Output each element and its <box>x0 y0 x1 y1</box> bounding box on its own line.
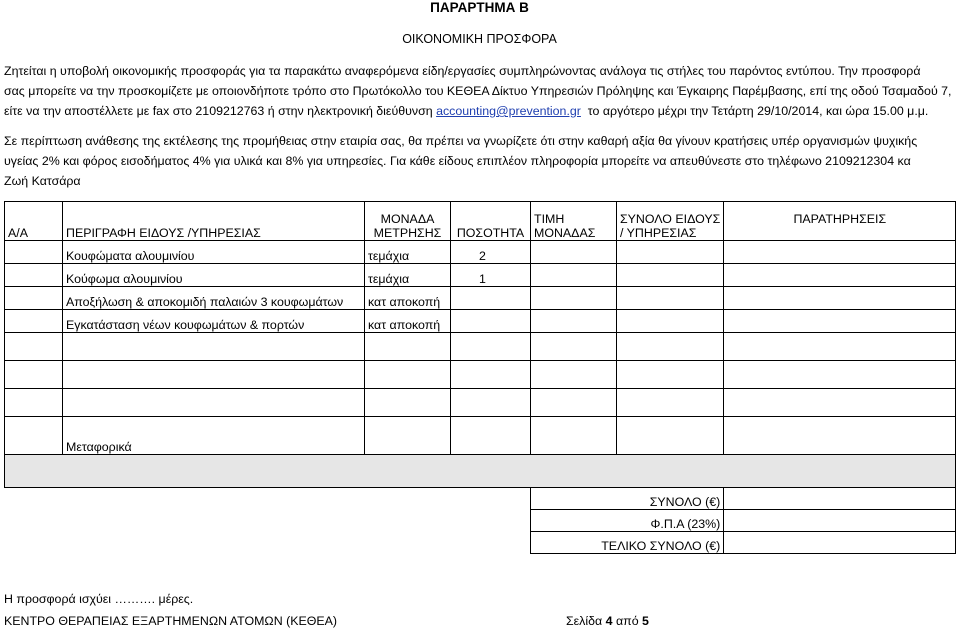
row-remarks-cell[interactable] <box>724 310 956 333</box>
summary-row-vat <box>5 510 956 532</box>
header-total-line1: ΣΥΝΟΛΟ ΕΙΔΟΥΣ <box>620 212 721 226</box>
row-unit: τεμάχια <box>365 264 451 287</box>
row-unit-price-cell[interactable] <box>531 264 617 287</box>
intro-line-2: σας μπορείτε να την προσκομίζετε με οποιονδήποτε τρόπο στο Πρωτόκολλο του ΚΕΘΕΑ Δίκτυο Υπηρεσιών Πρόληψης και Έγκαιρης Παρέμβασης, επί της οδού Τσαμαδού 7, <box>4 84 952 98</box>
row-total-cell[interactable] <box>617 361 724 389</box>
header-aa: Α/Α <box>5 202 63 241</box>
summary-spacer <box>5 532 531 554</box>
row-remarks-cell[interactable] <box>724 287 956 310</box>
row-total-cell[interactable] <box>617 417 724 455</box>
row-description <box>63 361 365 389</box>
header-price-line2: ΜΟΝΑΔΑΣ <box>534 226 596 240</box>
table-body <box>5 241 956 455</box>
row-aa-cell[interactable] <box>5 417 63 455</box>
header-unit-line2: ΜΕΤΡΗΣΗΣ <box>373 226 442 240</box>
table-header-row <box>5 202 956 241</box>
summary-row-grand-total <box>5 532 956 554</box>
notice-line-1: Σε περίπτωση ανάθεσης της εκτέλεσης της προμήθειας στην εταιρία σας, θα πρέπει να γνωρίζετε ότι στην καθαρή αξία θα γίνουν κρατήσεις υπέρ οργανισμών ψυχικής <box>4 134 918 148</box>
gray-separator-cell <box>5 455 956 488</box>
row-unit-price-cell[interactable] <box>531 361 617 389</box>
table-row <box>5 310 956 333</box>
table-row <box>5 264 956 287</box>
header-price-line1: ΤΙΜΗ <box>534 212 565 226</box>
row-unit: τεμάχια <box>365 241 451 264</box>
row-total-cell[interactable] <box>617 264 724 287</box>
row-quantity <box>451 310 531 333</box>
table-row <box>5 361 956 389</box>
subtotal-value-cell[interactable] <box>724 488 956 510</box>
page-current: 4 <box>605 614 613 628</box>
footer-page-number <box>566 614 649 628</box>
summary-spacer <box>5 510 531 532</box>
intro-line-3-text: είτε να την αποστέλλετε με fax στο 2109212763 ή στην ηλεκτρονική διεύθυνση <box>4 104 437 118</box>
grand-total-label: ΤΕΛΙΚΟ ΣΥΝΟΛΟ (€) <box>531 532 724 554</box>
summary-row-subtotal <box>5 488 956 510</box>
intro-line-3 <box>4 104 928 118</box>
row-unit-price-cell[interactable] <box>531 333 617 361</box>
row-quantity <box>451 333 531 361</box>
row-total-cell[interactable] <box>617 287 724 310</box>
row-total-cell[interactable] <box>617 310 724 333</box>
document-title: ΠΑΡΑΡΤΗΜΑ Β <box>430 0 529 15</box>
row-description <box>63 333 365 361</box>
table-row <box>5 287 956 310</box>
row-description <box>63 389 365 417</box>
row-quantity <box>451 417 531 455</box>
row-unit <box>365 389 451 417</box>
row-unit <box>365 333 451 361</box>
row-description: Κουφώματα αλουμινίου <box>63 241 365 264</box>
row-remarks-cell[interactable] <box>724 241 956 264</box>
notice-line-2: υγείας 2% και φόρος εισοδήματος 4% για υλικά και 8% για υπηρεσίες. Για κάθε είδους επιπλέον πληροφορία μπορείτε να απευθύνεστε στο τηλέφωνο 2109212304 κα <box>4 154 911 168</box>
validity-note: Η προσφορά ισχύει ………. μέρες. <box>4 592 194 606</box>
row-aa-cell[interactable] <box>5 287 63 310</box>
row-quantity: 1 <box>451 264 531 287</box>
row-description: Μεταφορικά <box>63 417 365 455</box>
intro-line-1: Ζητείται η υποβολή οικονομικής προσφοράς για τα παρακάτω αναφερόμενα είδη/εργασίες συμπληρώνοντας ανάλογα τις στήλες του παρόντος εντύπου. Την προσφορά <box>4 64 921 78</box>
row-aa-cell[interactable] <box>5 361 63 389</box>
row-aa-cell[interactable] <box>5 333 63 361</box>
row-total-cell[interactable] <box>617 241 724 264</box>
page-of: από <box>612 614 643 628</box>
row-unit-price-cell[interactable] <box>531 417 617 455</box>
row-aa-cell[interactable] <box>5 310 63 333</box>
row-remarks-cell[interactable] <box>724 417 956 455</box>
document-subtitle: ΟΙΚΟΝΟΜΙΚΗ ΠΡΟΣΦΟΡΑ <box>402 32 557 46</box>
row-remarks-cell[interactable] <box>724 361 956 389</box>
gray-separator-row <box>5 455 956 488</box>
row-description: Εγκατάσταση νέων κουφωμάτων & πορτών <box>63 310 365 333</box>
subtotal-label: ΣΥΝΟΛΟ (€) <box>531 488 724 510</box>
header-remarks: ΠΑΡΑΤΗΡΗΣΕΙΣ <box>724 202 956 241</box>
row-unit: κατ αποκοπή <box>365 310 451 333</box>
header-description: ΠΕΡΙΓΡΑΦΗ ΕΙΔΟΥΣ /ΥΠΗΡΕΣΙΑΣ <box>63 202 365 241</box>
table-row <box>5 417 956 455</box>
table-row <box>5 389 956 417</box>
row-total-cell[interactable] <box>617 389 724 417</box>
row-quantity <box>451 389 531 417</box>
row-unit <box>365 361 451 389</box>
row-quantity <box>451 361 531 389</box>
row-unit-price-cell[interactable] <box>531 241 617 264</box>
header-quantity: ΠΟΣΟΤΗΤΑ <box>451 202 531 241</box>
row-remarks-cell[interactable] <box>724 389 956 417</box>
row-remarks-cell[interactable] <box>724 264 956 287</box>
table-row <box>5 333 956 361</box>
row-remarks-cell[interactable] <box>724 333 956 361</box>
grand-total-value-cell[interactable] <box>724 532 956 554</box>
notice-line-3: Ζωή Κατσάρα <box>4 174 81 188</box>
row-aa-cell[interactable] <box>5 264 63 287</box>
summary-spacer <box>5 488 531 510</box>
header-unit-line1: ΜΟΝΑΔΑ <box>380 212 435 226</box>
header-unit <box>365 202 451 241</box>
row-quantity: 2 <box>451 241 531 264</box>
vat-label: Φ.Π.Α (23%) <box>531 510 724 532</box>
email-link[interactable]: accounting@prevention.gr <box>436 104 581 118</box>
header-total <box>617 202 724 241</box>
row-description: Αποξήλωση & αποκομιδή παλαιών 3 κουφωμάτων <box>63 287 365 310</box>
header-price <box>531 202 617 241</box>
footer-organization: ΚΕΝΤΡΟ ΘΕΡΑΠΕΙΑΣ ΕΞΑΡΤΗΜΕΝΩΝ ΑΤΟΜΩΝ (ΚΕΘΕΑ) <box>4 614 338 628</box>
header-total-line2: / ΥΠΗΡΕΣΙΑΣ <box>620 226 697 240</box>
row-unit-price-cell[interactable] <box>531 389 617 417</box>
row-aa-cell[interactable] <box>5 389 63 417</box>
page-label: Σελίδα <box>566 614 606 628</box>
row-aa-cell[interactable] <box>5 241 63 264</box>
row-unit-price-cell[interactable] <box>531 287 617 310</box>
row-unit-price-cell[interactable] <box>531 310 617 333</box>
row-quantity <box>451 287 531 310</box>
table-row <box>5 241 956 264</box>
row-total-cell[interactable] <box>617 333 724 361</box>
offer-table <box>4 201 956 554</box>
row-unit <box>365 417 451 455</box>
vat-value-cell[interactable] <box>724 510 956 532</box>
page-total: 5 <box>642 614 649 628</box>
row-unit: κατ αποκοπή <box>365 287 451 310</box>
row-description: Κούφωμα αλουμινίου <box>63 264 365 287</box>
intro-line-3-deadline: το αργότερο μέχρι την Τετάρτη 29/10/2014, και ώρα 15.00 μ.μ. <box>580 104 929 118</box>
